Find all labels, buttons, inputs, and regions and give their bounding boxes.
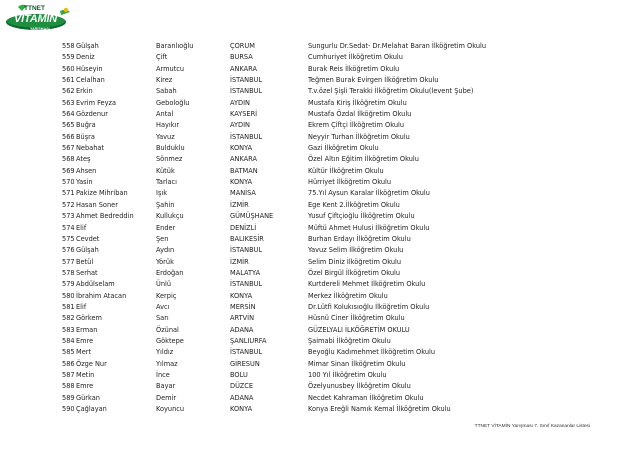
first-name: Emre — [76, 336, 94, 345]
last-name: Baranlıoğlu — [156, 42, 194, 50]
city: MANİSA — [230, 189, 256, 198]
table-row — [62, 52, 632, 63]
city: ADANA — [230, 393, 254, 402]
row-number: 560 — [62, 64, 75, 73]
last-name: Kerpiç — [156, 291, 177, 300]
school-name: Ekrem Çiftçi İlköğretim Okulu — [308, 121, 405, 130]
row-number: 590 — [62, 405, 75, 413]
table-row — [62, 177, 632, 188]
last-name: Kirez — [156, 76, 173, 85]
school-name: Teğmen Burak Evirgen İlköğretim Okulu — [308, 76, 439, 85]
row-number: 581 — [62, 302, 75, 311]
school-name: 100 Yıl İlköğretim Okulu — [308, 370, 387, 379]
city: İSTANBUL — [230, 132, 263, 141]
first-name: Erman — [76, 325, 98, 334]
first-name: Deniz — [76, 53, 95, 62]
first-name: Büşra — [76, 132, 95, 141]
city: GİRESUN — [230, 359, 260, 368]
row-number: 584 — [62, 336, 75, 345]
row-number: 579 — [62, 280, 75, 289]
table-row — [62, 132, 632, 143]
row-number: 583 — [62, 325, 75, 334]
row-number: 571 — [62, 189, 75, 198]
school-name: Şaimabi İlköğretim Okulu — [308, 336, 391, 345]
ttnet-vitamin-logo — [4, 2, 76, 34]
row-number: 574 — [62, 223, 75, 232]
school-name: Hüsnü Ciner İlköğretim Okulu — [308, 314, 405, 323]
city: KONYA — [230, 144, 253, 153]
school-name: 75.Yıl Aysun Karalar İlköğretim Okulu — [308, 189, 430, 198]
row-number: 567 — [62, 144, 75, 153]
first-name: İbrahim Atacan — [76, 291, 127, 300]
first-name: Özge Nur — [76, 359, 107, 368]
city: KAYSERİ — [230, 110, 258, 119]
last-name: Şahin — [156, 200, 175, 209]
row-number: 569 — [62, 166, 75, 175]
city: İSTANBUL — [230, 348, 263, 357]
last-name: İnce — [156, 370, 170, 379]
table-row — [62, 302, 632, 313]
first-name: Elif — [76, 302, 87, 311]
school-name: Kültür İlköğretim Okulu — [308, 166, 384, 175]
city: DENİZLİ — [230, 223, 257, 232]
first-name: Hüseyin — [76, 64, 103, 73]
city: MALATYA — [230, 268, 261, 277]
first-name: Görkem — [76, 314, 102, 323]
school-name: Burak Reis İlköğretim Okulu — [308, 64, 400, 73]
brand-main-text: VİTAMİN — [14, 13, 58, 25]
table-row — [62, 64, 632, 75]
city: BOLU — [230, 370, 248, 379]
first-name: Cevdet — [76, 234, 100, 243]
school-name: Cumhuriyet İlköğretim Okulu — [308, 53, 403, 62]
school-name: T.v.özel Şişli Terakki İlköğretim Okulu(levent Şube) — [308, 87, 474, 96]
last-name: Antal — [156, 110, 174, 119]
last-name: Özünal — [156, 325, 179, 334]
last-name: Yıldız — [156, 348, 174, 357]
last-name: Şen — [156, 234, 169, 243]
last-name: Ender — [156, 223, 176, 232]
school-name: Özel Birgül İlköğretim Okulu — [308, 268, 401, 277]
school-name: Necdet Kahraman İlköğretim Okulu — [308, 393, 424, 402]
table-row — [62, 109, 632, 120]
row-number: 578 — [62, 268, 75, 277]
school-name: Mimar Sinan İlköğretim Okulu — [308, 359, 406, 368]
table-row — [62, 188, 632, 199]
school-name: Hürriyet İlköğretim Okulu — [308, 178, 392, 187]
last-name: Geboloğlu — [156, 98, 190, 107]
table-row — [62, 75, 632, 86]
table-row — [62, 381, 632, 392]
city: BALIKESİR — [230, 234, 264, 243]
first-name: Abdülselam — [76, 280, 115, 289]
footer-caption: TTNET VİTAMİN Yarışması 7. Sınıf Kazananlar Listesi — [474, 424, 590, 429]
row-number: 575 — [62, 234, 75, 243]
row-number: 568 — [62, 155, 75, 164]
school-name: Dr.Lütfi Kolukısıoğlu İlköğretim Okulu — [308, 302, 430, 311]
last-name: Çift — [156, 53, 168, 62]
table-row — [62, 257, 632, 268]
first-name: Ahmet Bedreddin — [76, 212, 134, 221]
school-name: Konya Ereğli Namık Kemal İlköğretim Okulu — [308, 405, 451, 413]
first-name: Gülşah — [76, 42, 99, 50]
school-name: Müftü Ahmet Hulusi İlköğretim Okulu — [308, 223, 430, 232]
table-row — [62, 279, 632, 290]
first-name: Hasan Soner — [76, 200, 118, 209]
table-row — [62, 313, 632, 324]
table-row — [62, 359, 632, 370]
table-row — [62, 325, 632, 336]
table-row — [62, 234, 632, 245]
school-name: Beyoğlu Kadımehmet İlköğretim Okulu — [308, 348, 436, 357]
last-name: Tarlacı — [156, 178, 178, 187]
row-number: 559 — [62, 53, 75, 62]
first-name: Ateş — [76, 155, 91, 164]
table-row — [62, 291, 632, 302]
city: DÜZCE — [230, 382, 254, 391]
row-number: 558 — [62, 42, 75, 50]
last-name: Sönmez — [156, 155, 183, 164]
city: İSTANBUL — [230, 280, 263, 289]
city: İSTANBUL — [230, 76, 263, 85]
first-name: Erkin — [76, 87, 93, 96]
city: ANKARA — [230, 64, 257, 73]
last-name: Erdoğan — [156, 268, 184, 277]
table-row — [62, 370, 632, 381]
city: KONYA — [230, 405, 253, 413]
city: MERSİN — [230, 302, 256, 311]
school-name: Yavuz Selim İlköğretim Okulu — [308, 246, 404, 255]
city: BATMAN — [230, 166, 258, 175]
row-number: 564 — [62, 110, 75, 119]
last-name: Işık — [156, 189, 168, 198]
city: İZMİR — [230, 200, 249, 209]
table-row — [62, 268, 632, 279]
row-number: 577 — [62, 257, 75, 266]
row-number: 573 — [62, 212, 75, 221]
row-number: 586 — [62, 359, 75, 368]
table-row — [62, 41, 632, 52]
school-name: Ege Kent 2.İlköğretim Okulu — [308, 200, 400, 209]
first-name: Buğra — [76, 121, 96, 130]
row-number: 576 — [62, 246, 75, 255]
first-name: Elif — [76, 223, 87, 232]
last-name: Hayıkır — [156, 121, 180, 130]
city: AYDIN — [230, 121, 250, 130]
school-name: Mustafa Kiriş İlköğretim Okulu — [308, 98, 407, 107]
last-name: Bayar — [156, 382, 176, 391]
row-number: 561 — [62, 76, 75, 85]
table-row — [62, 86, 632, 97]
city: ÇORUM — [230, 42, 255, 50]
city: ADANA — [230, 325, 254, 334]
last-name: Yörük — [156, 257, 174, 266]
school-name: Sungurlu Dr.Sedat- Dr.Melahat Baran İlköğretim Okulu — [308, 42, 487, 50]
table-row — [62, 120, 632, 131]
table-row — [62, 98, 632, 109]
table-row — [62, 200, 632, 211]
table-row — [62, 211, 632, 222]
row-number: 566 — [62, 132, 75, 141]
last-name: Avcı — [156, 302, 170, 311]
first-name: Gürkan — [76, 393, 100, 402]
brand-small-text: TTNET — [24, 5, 45, 12]
first-name: Emre — [76, 382, 94, 391]
row-number: 563 — [62, 98, 75, 107]
row-number: 572 — [62, 200, 75, 209]
last-name: Kullukçu — [156, 212, 184, 221]
row-number: 582 — [62, 314, 75, 323]
row-number: 585 — [62, 348, 75, 357]
table-row — [62, 393, 632, 404]
winners-table — [62, 41, 632, 415]
last-name: Aydın — [156, 246, 175, 255]
school-name: Merkez İlköğretim Okulu — [308, 291, 388, 300]
school-name: Gazi İlköğretim Okulu — [308, 144, 379, 153]
school-name: Özelyunusbey İlköğretim Okulu — [308, 382, 411, 391]
city: İZMİR — [230, 257, 249, 266]
last-name: Sarı — [156, 314, 169, 323]
first-name: Celalhan — [76, 76, 105, 85]
last-name: Demir — [156, 393, 177, 402]
first-name: Mert — [76, 348, 92, 357]
table-row — [62, 223, 632, 234]
brand-sub-text: YARIŞMASI — [30, 27, 50, 31]
school-name: Selim Diniz İlköğretim Okulu — [308, 257, 402, 266]
last-name: Yılmaz — [156, 359, 178, 368]
first-name: Ahsen — [76, 166, 97, 175]
first-name: Pakize Mihriban — [76, 189, 128, 198]
city: KONYA — [230, 291, 253, 300]
city: GÜMÜŞHANE — [230, 212, 274, 221]
last-name: Yavuz — [156, 132, 175, 141]
first-name: Nebahat — [76, 144, 105, 153]
first-name: Serhat — [76, 268, 98, 277]
city: İSTANBUL — [230, 246, 263, 255]
school-name: Kurtdereli Mehmet İlköğretim Okulu — [308, 280, 426, 289]
table-row — [62, 166, 632, 177]
school-name: Yusuf Çiftçioğlu İlköğretim Okulu — [308, 212, 415, 221]
first-name: Gülşah — [76, 246, 99, 255]
table-row — [62, 336, 632, 347]
city: ANKARA — [230, 155, 257, 164]
first-name: Metin — [76, 370, 95, 379]
school-name: Özel Altın Eğitim İlköğretim Okulu — [308, 155, 419, 164]
city: İSTANBUL — [230, 87, 263, 96]
row-number: 570 — [62, 178, 75, 187]
row-number: 580 — [62, 291, 75, 300]
table-row — [62, 143, 632, 154]
school-name: Neyyir Turhan İlköğretim Okulu — [308, 132, 410, 141]
row-number: 588 — [62, 382, 75, 391]
city: AYDIN — [230, 98, 250, 107]
city: BURSA — [230, 53, 253, 62]
row-number: 565 — [62, 121, 75, 130]
last-name: Göktepe — [156, 336, 184, 345]
school-name: Mustafa Özdal İlköğretim Okulu — [308, 110, 412, 119]
row-number: 562 — [62, 87, 75, 96]
table-row — [62, 347, 632, 358]
school-name: Burhan Erdayı İlköğretim Okulu — [308, 234, 411, 243]
table-row — [62, 404, 632, 415]
city: ARTVİN — [230, 314, 255, 323]
row-number: 587 — [62, 370, 75, 379]
city: ŞANLIURFA — [230, 336, 267, 345]
last-name: Bulduklu — [156, 144, 185, 153]
last-name: Sabah — [156, 87, 177, 96]
first-name: Yasin — [76, 178, 93, 187]
table-row — [62, 154, 632, 165]
city: KONYA — [230, 178, 253, 187]
row-number: 589 — [62, 393, 75, 402]
first-name: Evrim Feyza — [76, 98, 117, 107]
first-name: Çağlayan — [76, 405, 107, 413]
table-row — [62, 245, 632, 256]
first-name: Betül — [76, 257, 94, 266]
last-name: Koyuncu — [156, 405, 185, 413]
last-name: Ünlü — [156, 280, 172, 289]
school-name: GÜZELYALI İLKÖĞRETİM OKULU — [308, 325, 410, 334]
last-name: Kütük — [156, 166, 175, 175]
last-name: Armutcu — [156, 64, 185, 73]
first-name: Gözdenur — [76, 110, 108, 119]
